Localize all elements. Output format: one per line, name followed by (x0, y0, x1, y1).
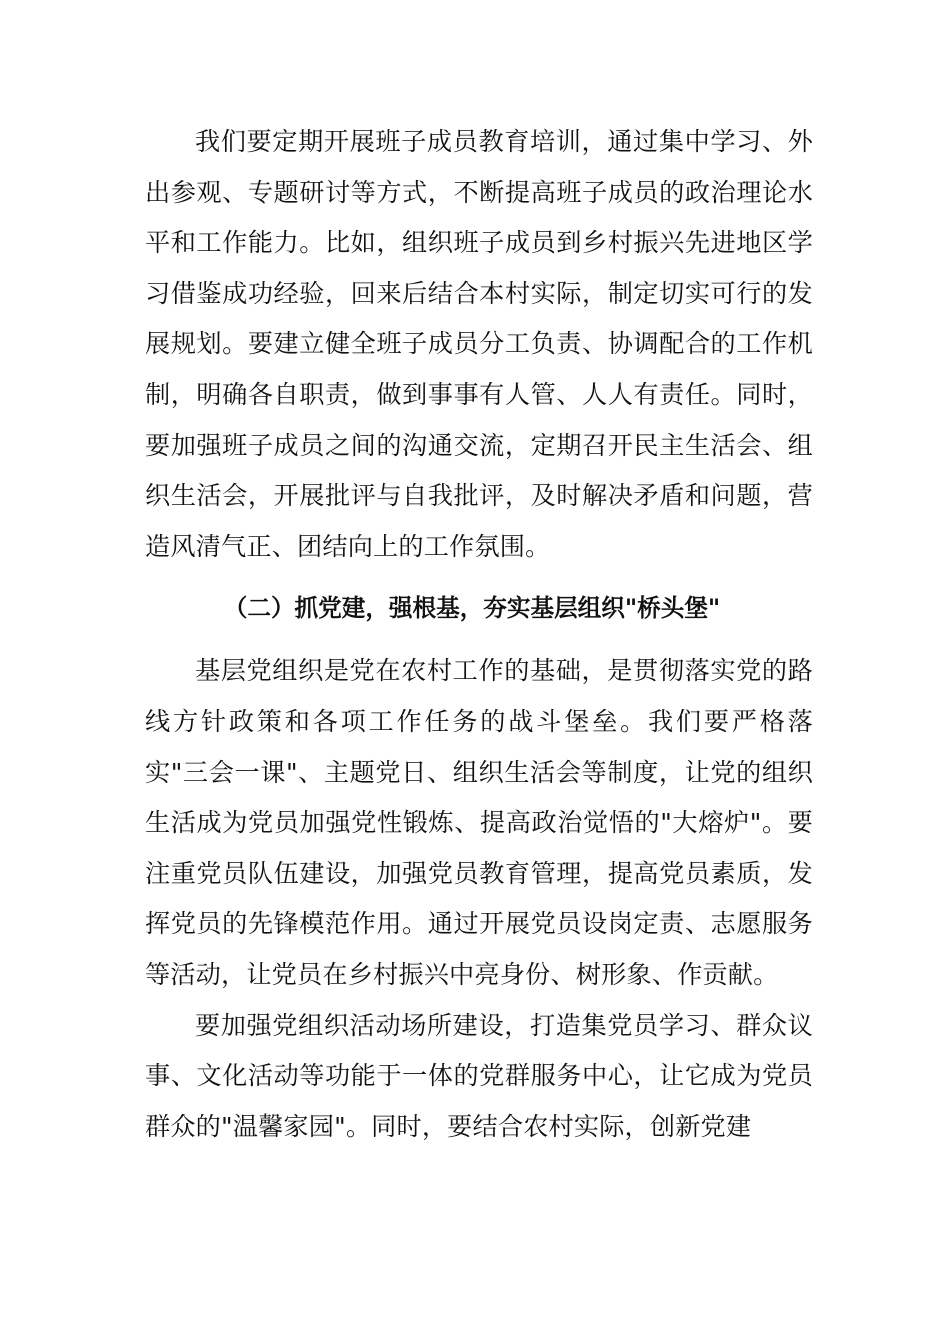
section-heading: （二）抓党建，强根基，夯实基层组织"桥头堡" (223, 594, 721, 623)
paragraph-team-training: 我们要定期开展班子成员教育培训，通过集中学习、外出参观、专题研讨等方式，不断提高班子成员的政治理论水平和工作能力。比如，组织班子成员到乡村振兴先进地区学习借鉴成功经验，回来后结合本村实际，制定切实可行的发展规划。要建立健全班子成员分工负责、协调配合的工作机制，明确各自职责，做到事事有人管、人人有责任。同时，要加强班子成员之间的沟通交流，定期召开民主生活会、组织生活会，开展批评与自我批评，及时解决矛盾和问题，营造风清气正、团结向上的工作氛围。 (145, 127, 813, 561)
document-body (145, 117, 813, 1152)
paragraph-activity-venue: 要加强党组织活动场所建设，打造集党员学习、群众议事、文化活动等功能于一体的党群服务中心，让它成为党员群众的"温馨家园"。同时，要结合农村实际，创新党建 (145, 1010, 813, 1141)
paragraph-party-organization: 基层党组织是党在农村工作的基础，是贯彻落实党的路线方针政策和各项工作任务的战斗堡垒。我们要严格落实"三会一课"、主题党日、组织生活会等制度，让党的组织生活成为党员加强党性锻炼、提高政治觉悟的"大熔炉"。要注重党员队伍建设，加强党员教育管理，提高党员素质，发挥党员的先锋模范作用。通过开展党员设岗定责、志愿服务等活动，让党员在乡村振兴中亮身份、树形象、作贡献。 (145, 656, 813, 989)
